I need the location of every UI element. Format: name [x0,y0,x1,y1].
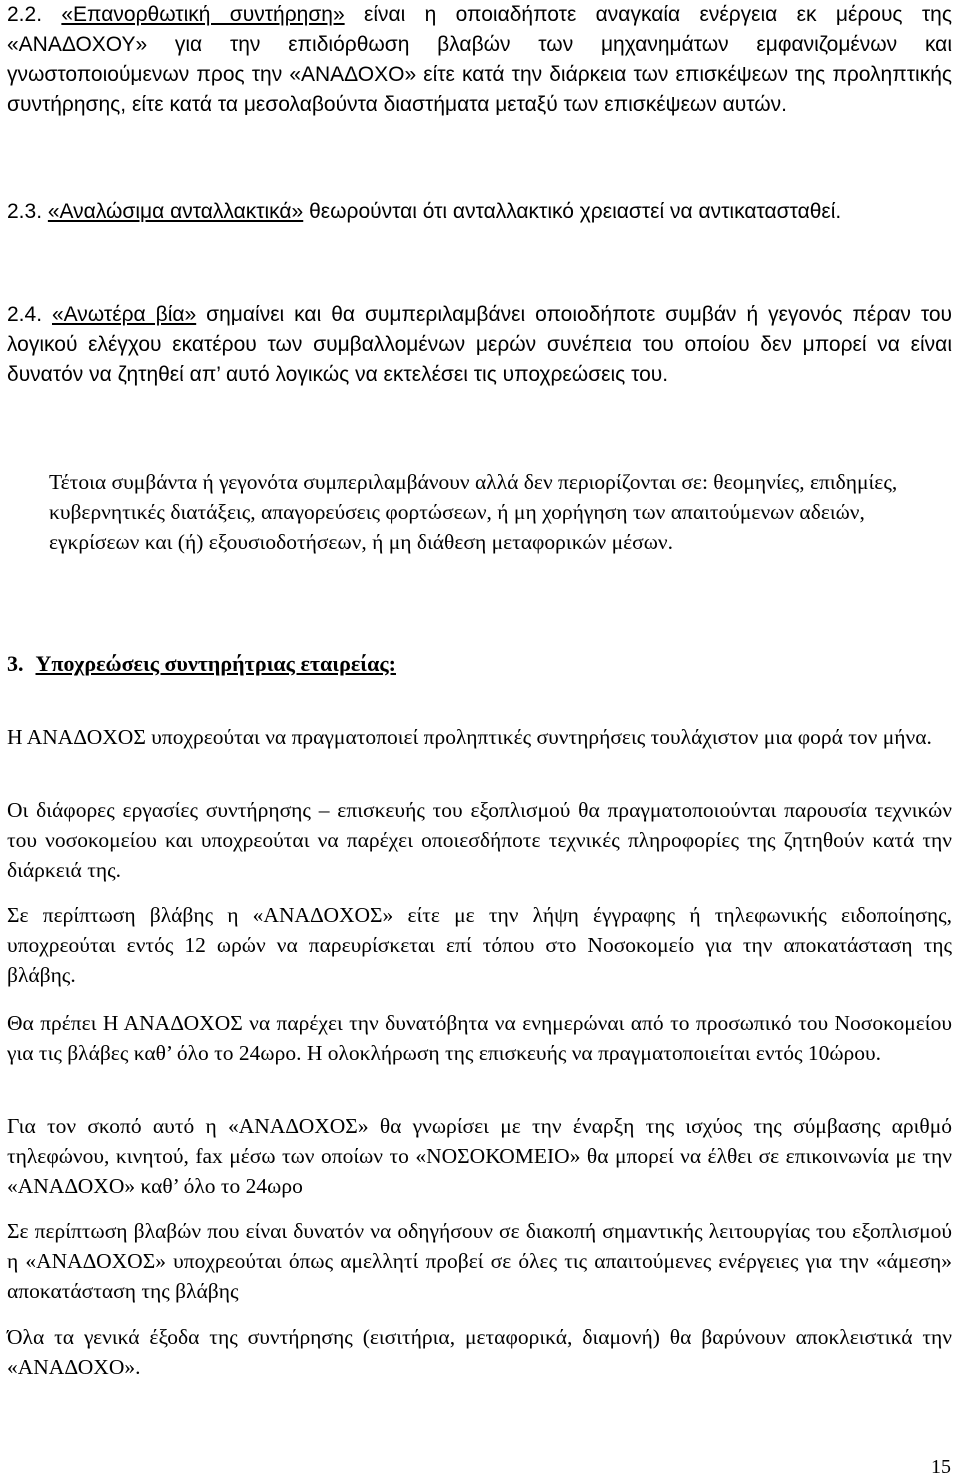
section-2-4-number: 2.4. [7,303,43,326]
paragraph-24h-availability: Θα πρέπει Η ΑΝΑΔΟΧΟΣ να παρέχει την δυνατόβητα να ενημερώναι από το προσωπικό του Νοσοκομείου για τις βλάβες καθ’ όλο το 24ωρο. Η ολοκλήρωση της επισκευής να πραγματοποιείται εντός 10ώρου. [7,1011,952,1065]
paragraph-contact-details: Για τον σκοπό αυτό η «ΑΝΑΔΟΧΟΣ» θα γνωρίσει με την έναρξη της ισχύος της σύμβασης αριθμό τηλεφώνου, κινητού, fax μέσω των οποίων το «ΝΟΣΟΚΟΜΕΙΟ» θα μπορεί να έλθει σε επικοινωνία με την «ΑΝΑΔΟΧΟ» καθ’ όλο το 24ωρο [7,1114,952,1198]
paragraph-repair-work: Οι διάφορες εργασίες συντήρησης – επισκευής του εξοπλισμού θα πραγματοποιούνται παρουσία τεχνικών του νοσοκομείου και υποχρεούται να παρέχει οποιεσδήποτε τεχνικές πληροφορίες της ζητηθούν κατά την διάρκειά της. [7,798,952,882]
paragraph-monthly-maintenance: Η ΑΝΑΔΟΧΟΣ υποχρεούται να πραγματοποιεί προληπτικές συντηρήσεις τουλάχιστον μια φορά τον μήνα. [7,725,932,749]
section-2-2-text: είναι η οποιαδήποτε αναγκαία ενέργεια εκ μέρους της «ΑΝΑΔΟΧΟΥ» για την επιδιόρθωση βλαβών των μηχανημάτων εμφανιζομένων και γνωστοποιούμενων προς την «ΑΝΑΔΟΧΟ» είτε κατά την διάρκεια των επισκέψεων της προληπτικής συντήρησης, είτε κατά τα μεσολαβούντα διαστήματα μεταξύ των επισκέψεων αυτών. [7,3,952,116]
page-number: 15 [931,1456,951,1478]
section-2-3 [7,197,952,227]
section-2-2-number: 2.2. [7,3,43,26]
paragraph-general-expenses: Όλα τα γενικά έξοδα της συντήρησης (εισιτήρια, μεταφορικά, διαμονή) θα βαρύνουν αποκλειστικά την «ΑΝΑΔΟΧΟ». [7,1325,952,1379]
section-2-3-term: «Αναλώσιμα ανταλλακτικά» [47,200,304,223]
section-2-4-text: σημαίνει και θα συμπεριλαμβάνει οποιοδήποτε συμβάν ή γεγονός πέραν του λογικού ελέγχου εκατέρου των συμβαλλομένων μερών συνέπεια του οποίου δεν μπορεί να είναι δυνατόν να ζητηθεί απ’ αυτό λογικώς να εκτελέσει τις υποχρεώσεις του. [7,303,952,386]
paragraph-breakdown-response: Σε περίπτωση βλάβης η «ΑΝΑΔΟΧΟΣ» είτε με την λήψη έγγραφης ή τηλεφωνικής ειδοποίησης, υποχρεούται εντός 12 ωρών να παρευρίσκεται επί τόπου στο Νοσοκομείο για την αποκατάσταση της βλάβης. [7,903,952,987]
section-3-heading [7,649,396,679]
section-2-4-term: «Ανωτέρα βία» [52,303,197,326]
section-3-number: 3. [7,651,24,676]
paragraph-critical-failures: Σε περίπτωση βλαβών που είναι δυνατόν να οδηγήσουν σε διακοπή σημαντικής λειτουργίας του εξοπλισμού η «ΑΝΑΔΟΧΟΣ» υποχρεούται όπως αμελλητί προβεί σε όλες τις απαιτούμενες ενέργειες για την «άμεση» αποκατάσταση της βλάβης [7,1219,952,1303]
section-2-2 [7,0,952,120]
section-2-2-term: «Επανορθωτική συντήρηση» [61,3,345,26]
section-2-3-number: 2.3. [7,200,43,223]
force-majeure-note: Τέτοια συμβάντα ή γεγονότα συμπεριλαμβάνουν αλλά δεν περιορίζονται σε: θεομηνίες, επιδημίες, κυβερνητικές διατάξεις, απαγορεύσεις φορτώσεων, ή μη χορήγηση των απαιτούμενων αδειών, εγκρίσεων και (ή) εξουσιοδοτήσεων, ή μη διάθεση μεταφορικών μέσων. [49,470,898,554]
section-2-4 [7,300,952,390]
section-3-title: Υποχρεώσεις συντηρήτριας εταιρείας: [35,651,396,676]
section-2-3-text: θεωρούνται ότι ανταλλακτικό χρειαστεί να αντικατασταθεί. [303,200,842,223]
